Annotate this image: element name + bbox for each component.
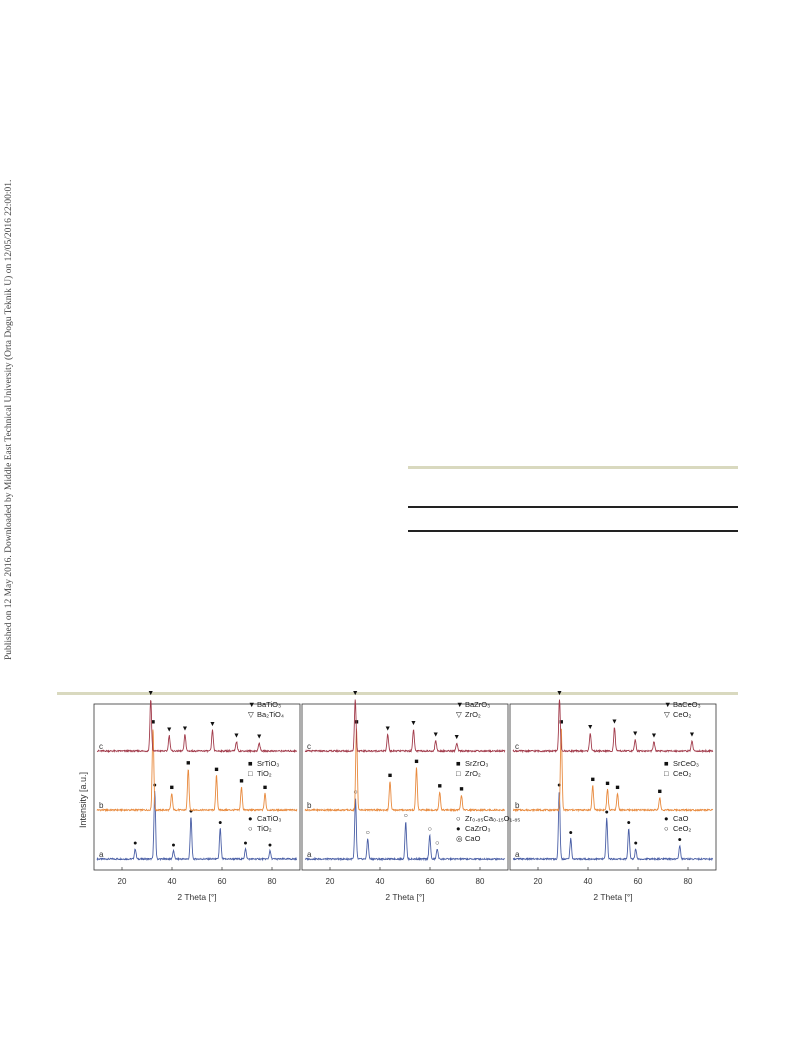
- legend-marker: ●: [664, 814, 669, 823]
- trace-label: b: [99, 801, 104, 810]
- peak-marker: ■: [657, 788, 662, 796]
- x-tick-label: 20: [117, 877, 127, 886]
- legend-marker: ■: [456, 759, 461, 768]
- x-axis-title: 2 Theta [°]: [177, 892, 217, 902]
- peak-marker: ●: [218, 819, 223, 827]
- download-notice: [4, 120, 22, 660]
- peak-marker: ▼: [165, 726, 173, 734]
- table-header-rule: [408, 506, 738, 508]
- peak-marker: ■: [437, 782, 442, 790]
- peak-marker: ■: [262, 784, 268, 792]
- legend-text: SrZrO₃: [465, 759, 489, 768]
- legend-text: TiO₂: [257, 824, 272, 833]
- trace-label: a: [515, 850, 520, 859]
- x-tick-label: 40: [375, 877, 385, 886]
- legend-text: CeO₂: [673, 710, 692, 719]
- peak-marker: ●: [133, 839, 138, 847]
- legend-marker: □: [456, 769, 461, 778]
- table-bottom-rule: [408, 530, 738, 532]
- download-notice-text: Published on 12 May 2016. Downloaded by Middle East Technical University (Orta Dogu Teknik U) on 12/05/2016 22:00:01.: [4, 179, 14, 660]
- peak-marker: ▼: [556, 690, 563, 697]
- trace-label: c: [99, 742, 103, 751]
- peak-marker: ●: [171, 841, 176, 849]
- legend-text: CaO: [673, 814, 689, 823]
- legend-text: SrCeO₃: [673, 759, 699, 768]
- peak-marker: ●: [677, 836, 682, 844]
- legend-text: Zr₀.₈₅Ca₀.₁₅O₁.₈₅: [465, 814, 521, 823]
- peak-marker: ■: [414, 758, 419, 766]
- peak-marker: ●: [188, 807, 194, 815]
- x-tick-label: 20: [325, 877, 335, 886]
- peak-marker: ▼: [432, 731, 440, 739]
- legend-marker: ○: [248, 824, 253, 833]
- legend-marker: ■: [248, 759, 253, 768]
- peak-marker: ○: [427, 826, 432, 834]
- peak-marker: ▼: [410, 720, 417, 728]
- legend-marker: ▽: [456, 710, 462, 719]
- panel-3-frame: [510, 704, 716, 870]
- legend-marker: ▼: [664, 700, 672, 709]
- legend-marker: ▽: [248, 710, 254, 719]
- legend-text: CeO₂: [673, 769, 692, 778]
- peak-marker: ▼: [453, 734, 461, 742]
- peak-marker: ▼: [181, 725, 189, 733]
- peak-marker: ■: [459, 786, 464, 794]
- legend-text: TiO₂: [257, 769, 272, 778]
- peak-marker: ■: [615, 784, 620, 792]
- legend-text: CaTiO₃: [257, 814, 282, 823]
- legend-marker: ◎: [456, 834, 463, 843]
- xrd-figure: [56, 690, 726, 970]
- x-tick-label: 60: [633, 877, 643, 886]
- peak-marker: ●: [633, 839, 638, 847]
- peak-marker: ■: [354, 719, 359, 726]
- peak-marker: ■: [387, 772, 393, 780]
- legend-text: BaZrO₃: [465, 700, 491, 709]
- peak-marker: ▼: [611, 718, 618, 726]
- legend-marker: ▼: [456, 700, 464, 709]
- peak-marker: ●: [557, 782, 562, 789]
- peak-marker: ●: [626, 819, 631, 827]
- legend-text: BaCeO₃: [673, 700, 701, 709]
- legend-marker: ■: [664, 759, 669, 768]
- legend-marker: ●: [248, 814, 253, 823]
- peak-marker: ○: [403, 812, 408, 820]
- peak-marker: ▼: [688, 731, 696, 739]
- peak-marker: ▼: [650, 732, 658, 740]
- peak-marker: ▼: [351, 690, 359, 697]
- peak-marker: ■: [186, 760, 191, 767]
- legend-marker: □: [248, 769, 253, 778]
- peak-marker: ▼: [233, 732, 240, 740]
- legend-text: CaZrO₃: [465, 824, 491, 833]
- x-tick-label: 80: [267, 877, 277, 886]
- legend-marker: ○: [664, 824, 669, 833]
- x-tick-label: 20: [533, 877, 543, 886]
- peak-marker: ●: [152, 782, 157, 789]
- y-axis-title: Intensity [a.u.]: [78, 771, 88, 829]
- x-axis-title: 2 Theta [°]: [593, 892, 633, 902]
- figure-top-rule: [57, 692, 738, 695]
- legend-text: Ba₂TiO₄: [257, 710, 284, 719]
- peak-marker: ○: [353, 788, 358, 796]
- legend-text: ZrO₂: [465, 769, 481, 778]
- trace-label: c: [515, 742, 519, 751]
- trace-label: b: [515, 801, 520, 810]
- peak-marker: ○: [365, 829, 370, 837]
- x-tick-label: 80: [475, 877, 485, 886]
- x-axis-title: 2 Theta [°]: [385, 892, 425, 902]
- peak-marker: ■: [590, 776, 595, 784]
- x-tick-label: 80: [683, 877, 693, 886]
- peak-marker: ▼: [147, 690, 155, 697]
- peak-marker: ▼: [586, 723, 594, 731]
- peak-marker: ▼: [255, 733, 263, 741]
- legend-marker: ●: [456, 824, 461, 833]
- legend-marker: ▽: [664, 710, 670, 719]
- legend-text: ZrO₂: [465, 710, 481, 719]
- peak-marker: ●: [243, 839, 248, 847]
- legend-text: CaO: [465, 834, 481, 843]
- table-top-rule: [408, 466, 738, 469]
- trace-label: b: [307, 801, 312, 810]
- trace-label: a: [99, 850, 104, 859]
- peak-marker: ■: [169, 784, 174, 792]
- legend-marker: ○: [456, 814, 461, 823]
- xrd-chart-svg: [56, 690, 726, 970]
- trace-label: a: [307, 850, 312, 859]
- peak-marker: ■: [239, 778, 244, 786]
- x-tick-label: 60: [425, 877, 435, 886]
- peak-marker: ■: [214, 766, 219, 774]
- x-tick-label: 60: [217, 877, 227, 886]
- peak-marker: ●: [568, 829, 573, 837]
- legend-marker: ▼: [248, 700, 256, 709]
- legend-text: CeO₂: [673, 824, 692, 833]
- x-tick-label: 40: [167, 877, 177, 886]
- peak-marker: ●: [267, 841, 273, 849]
- legend-text: SrTiO₃: [257, 759, 280, 768]
- trace-label: c: [307, 742, 311, 751]
- peak-marker: ▼: [209, 721, 216, 729]
- peak-marker: ●: [604, 809, 609, 817]
- legend-marker: □: [664, 769, 669, 778]
- legend-text: BaTiO₃: [257, 700, 282, 709]
- peak-marker: ▼: [631, 730, 639, 738]
- peak-marker: ○: [435, 839, 440, 847]
- peak-marker: ■: [150, 719, 156, 726]
- peak-marker: ▼: [384, 725, 392, 733]
- peak-marker: ■: [559, 719, 564, 726]
- peak-marker: ■: [605, 780, 610, 788]
- x-tick-label: 40: [583, 877, 593, 886]
